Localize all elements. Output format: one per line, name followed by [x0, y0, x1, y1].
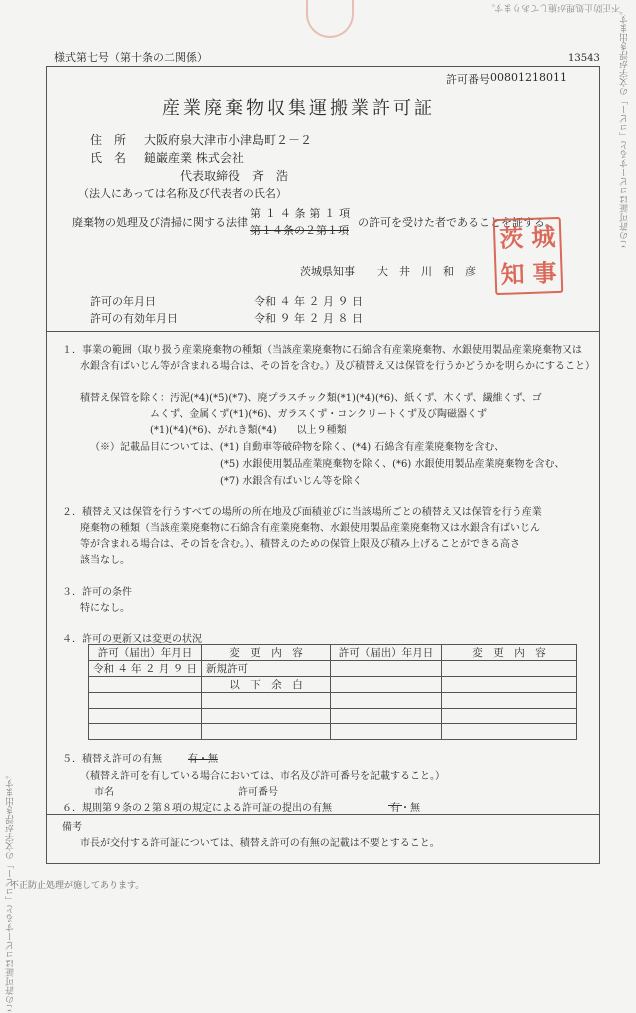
- section5-note: （積替え許可を有している場合においては、市名及び許可番号を記載すること。）: [80, 771, 445, 782]
- permit-number: 00801218011: [490, 71, 567, 84]
- seal-char: 茨: [498, 223, 524, 253]
- section5-number-label: 許可番号: [238, 787, 278, 798]
- section2-line4: 該当なし。: [80, 555, 130, 566]
- official-seal: [493, 217, 564, 295]
- section1-heading-line1: １．事業の範囲（取り扱う産業廃棄物の種類（当該産業廃棄物に石綿含有産業廃棄物、水銀使用製品産業廃棄物又は: [62, 345, 582, 356]
- table-cell: [89, 724, 202, 740]
- side-notice-right: この許可証はコピーすると「コピー」の文字が浮き出ます。: [620, 6, 630, 249]
- table-cell: [331, 724, 442, 740]
- permit-number-label: 許可番号: [446, 73, 490, 86]
- history-table: [88, 644, 577, 740]
- section1-body-line3: (*1)(*4)(*6)、がれき類(*4) 以上９種類: [150, 425, 347, 436]
- table-cell: [202, 693, 331, 709]
- address: 大阪府泉大津市小津島町２－２: [144, 133, 313, 147]
- section1-heading-line2: 水銀含有ばいじん等が含まれる場合は、その旨を含む。）及び積替え又は保管を行うかどうかを明らかにすること）: [80, 361, 595, 372]
- table-row: [89, 708, 577, 724]
- table-cell: [331, 661, 442, 677]
- name-label: 氏 名: [90, 151, 127, 165]
- section1-body-line2: ムくず、金属くず(*1)(*6)、ガラスくず・コンクリートくず及び陶磁器くず: [150, 409, 488, 420]
- top-notice: 不正防止処理が施してあります。: [486, 2, 621, 12]
- section1-note-line3: (*7) 水銀含有ばいじん等を除く: [220, 476, 363, 487]
- section6-heading: ６．規則第９条の２第８項の規定による許可証の提出の有無: [62, 803, 332, 814]
- table-cell: [442, 724, 577, 740]
- row1-date: 令和 ４ 年 ２ 月 ９ 日: [89, 661, 202, 677]
- col-date: 許可（届出）年月日: [89, 645, 202, 661]
- bottom-notice: 不正防止処理が施してあります。: [10, 881, 145, 891]
- table-cell: [89, 693, 202, 709]
- governor-name: 茨城県知事 大 井 川 和 彦: [300, 265, 476, 278]
- table-row: [89, 677, 577, 693]
- table-row: [89, 693, 577, 709]
- company-name: 鎚巌産業 株式会社: [144, 151, 244, 165]
- corporate-note: （法人にあっては名称及び代表者の氏名）: [78, 187, 287, 200]
- section1-note-line1: （※）記載品目については、(*1) 自動車等破砕物を除く、(*4) 石綿含有産業廃棄物を含む、: [90, 442, 505, 453]
- valid-date: 令和 ９ 年 ２ 月 ８ 日: [254, 312, 363, 325]
- seal-char: 知: [500, 259, 526, 289]
- table-cell: [202, 724, 331, 740]
- col-change2: 変 更 内 容: [442, 645, 577, 661]
- permit-date-label: 許可の年月日: [90, 295, 156, 308]
- strike-mark: [388, 805, 402, 806]
- representative: 代表取締役 斉 浩: [180, 169, 289, 183]
- section2-line3: 等が含まれる場合は、その旨を含む。）、積替えのための保管上限及び積み上げることができる高さ: [80, 539, 520, 550]
- table-row: [89, 724, 577, 740]
- table-cell: [442, 708, 577, 724]
- table-cell: [331, 693, 442, 709]
- section1-body-line1: 積替え保管を除く：汚泥(*4)(*5)(*7)、廃プラスチック類(*1)(*4)(*6)、紙くず、木くず、繊維くず、ゴ: [80, 393, 542, 404]
- row1-change: 新規許可: [202, 661, 331, 677]
- col-change: 変 更 内 容: [202, 645, 331, 661]
- section2-line1: ２．積替え又は保管を行うすべての場所の所在地及び面積並びに当該場所ごとの積替え又は保管を行う産業: [62, 507, 542, 518]
- table-cell: [442, 677, 577, 693]
- section3-heading: ３．許可の条件: [62, 587, 132, 598]
- law-prefix: 廃棄物の処理及び清掃に関する法律: [72, 216, 248, 229]
- table-cell: [89, 708, 202, 724]
- divider: [46, 331, 600, 332]
- remarks-body: 市長が交付する許可証については、積替え許可の有無の記載は不要とすること。: [80, 838, 440, 849]
- seal-char: 城: [530, 222, 556, 252]
- form-number: 様式第七号（第十条の二関係）: [54, 51, 208, 64]
- valid-date-label: 許可の有効年月日: [90, 312, 178, 325]
- table-cell: [89, 677, 202, 693]
- table-header-row: [89, 645, 577, 661]
- law-article-2: 第１４条の２第１項: [250, 224, 349, 237]
- table-cell: [202, 708, 331, 724]
- section4-heading: ４．許可の更新又は変更の状況: [62, 634, 202, 645]
- side-notice-left: この許可証はコピーすると「コピー」の文字が浮き出ます。: [6, 770, 16, 1013]
- law-article-1: 第１４条第１項: [250, 207, 354, 220]
- table-row: [89, 661, 577, 677]
- col-date2: 許可（届出）年月日: [331, 645, 442, 661]
- address-label: 住 所: [90, 133, 127, 147]
- table-cell: [331, 677, 442, 693]
- serial-number: 13543: [568, 53, 600, 64]
- page-title: 産業廃棄物収集運搬業許可証: [162, 98, 435, 119]
- section1-note-line2: (*5) 水銀使用製品産業廃棄物を除く、(*6) 水銀使用製品産業廃棄物を含む、: [220, 459, 565, 470]
- section5-city-label: 市名: [94, 787, 114, 798]
- permit-date: 令和 ４ 年 ２ 月 ９ 日: [254, 295, 363, 308]
- section5-choice: 有・無: [188, 754, 218, 765]
- section3-body: 特になし。: [80, 603, 130, 614]
- table-cell: [442, 693, 577, 709]
- remarks-heading: 備考: [62, 822, 82, 833]
- law-suffix: の許可を受けた者であることを証する。: [358, 216, 556, 229]
- divider: [46, 814, 600, 815]
- section6-choice: 有・無: [390, 803, 420, 814]
- top-seal-impression: [306, 0, 354, 38]
- seal-char: 事: [532, 258, 558, 288]
- row2-change: 以 下 余 白: [202, 677, 331, 693]
- table-cell: [442, 661, 577, 677]
- table-cell: [331, 708, 442, 724]
- section5-heading: ５．積替え許可の有無: [62, 754, 162, 765]
- section2-line2: 廃棄物の種類（当該産業廃棄物に石綿含有産業廃棄物、水銀使用製品産業廃棄物又は水銀含有ばいじん: [80, 523, 540, 534]
